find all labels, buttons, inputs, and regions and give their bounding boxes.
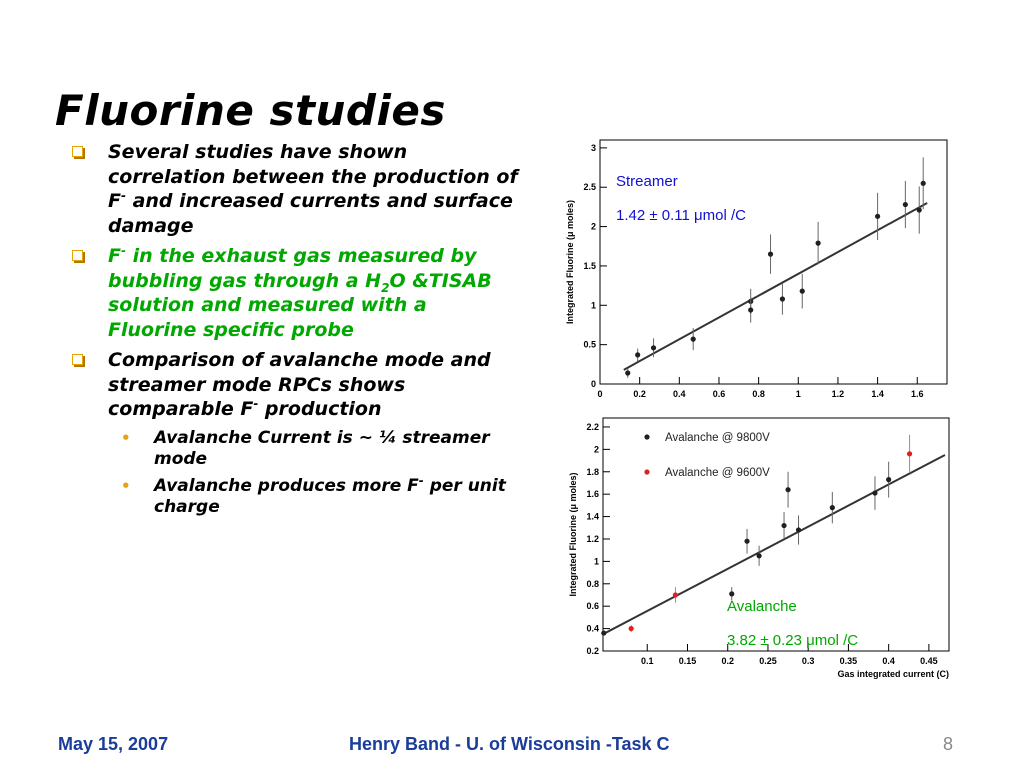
subbullet-text: Avalanche Current is ~ ¼ streamer mode: [154, 427, 490, 469]
x-tick-label: 1: [795, 389, 801, 399]
y-tick-label: 0.8: [586, 578, 599, 589]
fit-annotation-slope: 3.82 ± 0.23 μmol /C: [727, 632, 859, 649]
x-tick-label: 1.6: [910, 389, 924, 399]
bullet-item: [66, 348, 521, 422]
x-tick-label: 0.2: [721, 656, 734, 666]
data-point: [748, 307, 753, 312]
legend-label: Avalanche @ 9800V: [665, 432, 770, 444]
y-axis-label: Integrated Fluorine (μ moles): [565, 199, 575, 325]
streamer-chart: [556, 136, 956, 400]
data-point: [625, 370, 630, 375]
checkbox-bullet-icon: [72, 250, 83, 261]
y-tick-label: 0: [590, 379, 596, 389]
data-point: [629, 626, 634, 631]
x-tick-label: 0.1: [640, 656, 654, 666]
bullet-item: [66, 244, 521, 342]
y-tick-label: 1.2: [586, 533, 599, 544]
bullet-text: production: [258, 398, 382, 420]
slide-title: Fluorine studies: [55, 86, 446, 135]
x-tick-label: 0.4: [673, 389, 686, 399]
data-point: [872, 490, 877, 495]
bullet-text: Comparison of avalanche mode and streamer mode RPCs shows comparable F: [108, 349, 491, 420]
data-point: [800, 289, 805, 294]
y-tick-label: 0.4: [586, 623, 599, 634]
bullet-text: Several studies have shown correlation between the production of F: [108, 141, 518, 212]
checkbox-bullet-icon: [72, 354, 83, 365]
x-tick-label: 1.2: [831, 389, 845, 399]
avalanche-chart: [556, 408, 956, 684]
subbullet-text: Avalanche produces more F: [154, 475, 419, 496]
y-tick-label: 1: [593, 556, 599, 567]
x-tick-label: 1.4: [871, 389, 884, 399]
y-tick-label: 0.5: [583, 339, 596, 350]
data-point: [875, 214, 880, 219]
data-point: [673, 592, 678, 597]
x-axis-label: Gas integrated current (C): [837, 669, 949, 679]
y-tick-label: 1.8: [586, 466, 599, 477]
subbullet-text: per unit charge: [154, 475, 506, 517]
footer: [0, 732, 1024, 768]
dot-bullet-icon: •: [121, 476, 131, 495]
plot-frame: [603, 418, 949, 651]
data-point: [768, 252, 773, 257]
legend-marker: [644, 469, 649, 474]
data-point: [780, 296, 785, 301]
data-point: [796, 527, 801, 532]
x-tick-label: 0.25: [759, 656, 777, 666]
y-tick-label: 0.2: [586, 646, 599, 656]
data-point: [917, 207, 922, 212]
bullet-list: [66, 140, 521, 524]
bullet-item: [66, 140, 521, 238]
data-point: [635, 352, 640, 357]
data-point: [830, 505, 835, 510]
subbullet-item: [66, 472, 521, 518]
y-tick-label: 2: [593, 444, 599, 455]
subscript: 2: [381, 280, 390, 295]
x-tick-label: 0.2: [633, 389, 646, 399]
y-tick-label: 1.5: [583, 260, 596, 271]
fit-annotation-title: Avalanche: [727, 598, 797, 615]
bullet-text: F: [108, 245, 121, 267]
superscript: -: [120, 188, 126, 203]
data-point: [816, 241, 821, 246]
data-point: [651, 345, 656, 350]
y-tick-label: 2.2: [586, 421, 599, 432]
bullet-text: and increased currents and surface damage: [108, 190, 513, 237]
superscript: -: [253, 396, 259, 411]
footer-author: Henry Band - U. of Wisconsin -Task C: [349, 734, 670, 754]
x-tick-label: 0.8: [752, 389, 765, 399]
x-tick-label: 0: [597, 389, 603, 399]
data-point: [744, 539, 749, 544]
footer-date: May 15, 2007: [58, 734, 169, 754]
data-point: [907, 451, 912, 456]
data-point: [691, 337, 696, 342]
data-point: [729, 591, 734, 596]
x-tick-label: 0.45: [920, 656, 938, 666]
superscript: -: [418, 472, 424, 487]
data-point: [781, 523, 786, 528]
bullet-text: O &TISAB solution and measured with a Fluorine specific probe: [108, 269, 492, 341]
y-tick-label: 0.6: [586, 601, 599, 612]
superscript: -: [120, 243, 126, 258]
data-point: [903, 202, 908, 207]
data-point: [921, 181, 926, 186]
y-tick-label: 2.5: [583, 182, 596, 193]
dot-bullet-icon: •: [121, 428, 131, 447]
x-tick-label: 0.35: [839, 656, 858, 666]
data-point: [785, 487, 790, 492]
x-tick-label: 0.6: [712, 389, 726, 399]
y-tick-label: 2: [590, 221, 596, 232]
y-tick-label: 1.4: [586, 511, 599, 522]
checkbox-bullet-icon: [72, 146, 83, 157]
y-tick-label: 1: [590, 300, 596, 311]
subbullet-item: [66, 428, 521, 470]
data-point: [886, 477, 891, 482]
fit-annotation-slope: 1.42 ± 0.11 μmol /C: [616, 207, 746, 224]
x-tick-label: 0.15: [678, 656, 697, 666]
page-number: 8: [943, 734, 954, 754]
y-tick-label: 3: [590, 142, 596, 153]
data-point: [601, 630, 606, 635]
bullet-text: in the exhaust gas measured by bubbling gas through a H: [108, 245, 477, 292]
x-tick-label: 0.3: [801, 656, 815, 666]
fit-annotation-title: Streamer: [616, 173, 678, 190]
y-axis-label: Integrated Fluorine (μ moles): [568, 472, 578, 597]
legend-marker: [644, 434, 649, 439]
x-tick-label: 0.4: [882, 656, 895, 666]
legend-label: Avalanche @ 9600V: [665, 467, 770, 479]
y-tick-label: 1.6: [586, 489, 599, 500]
data-point: [757, 553, 762, 558]
